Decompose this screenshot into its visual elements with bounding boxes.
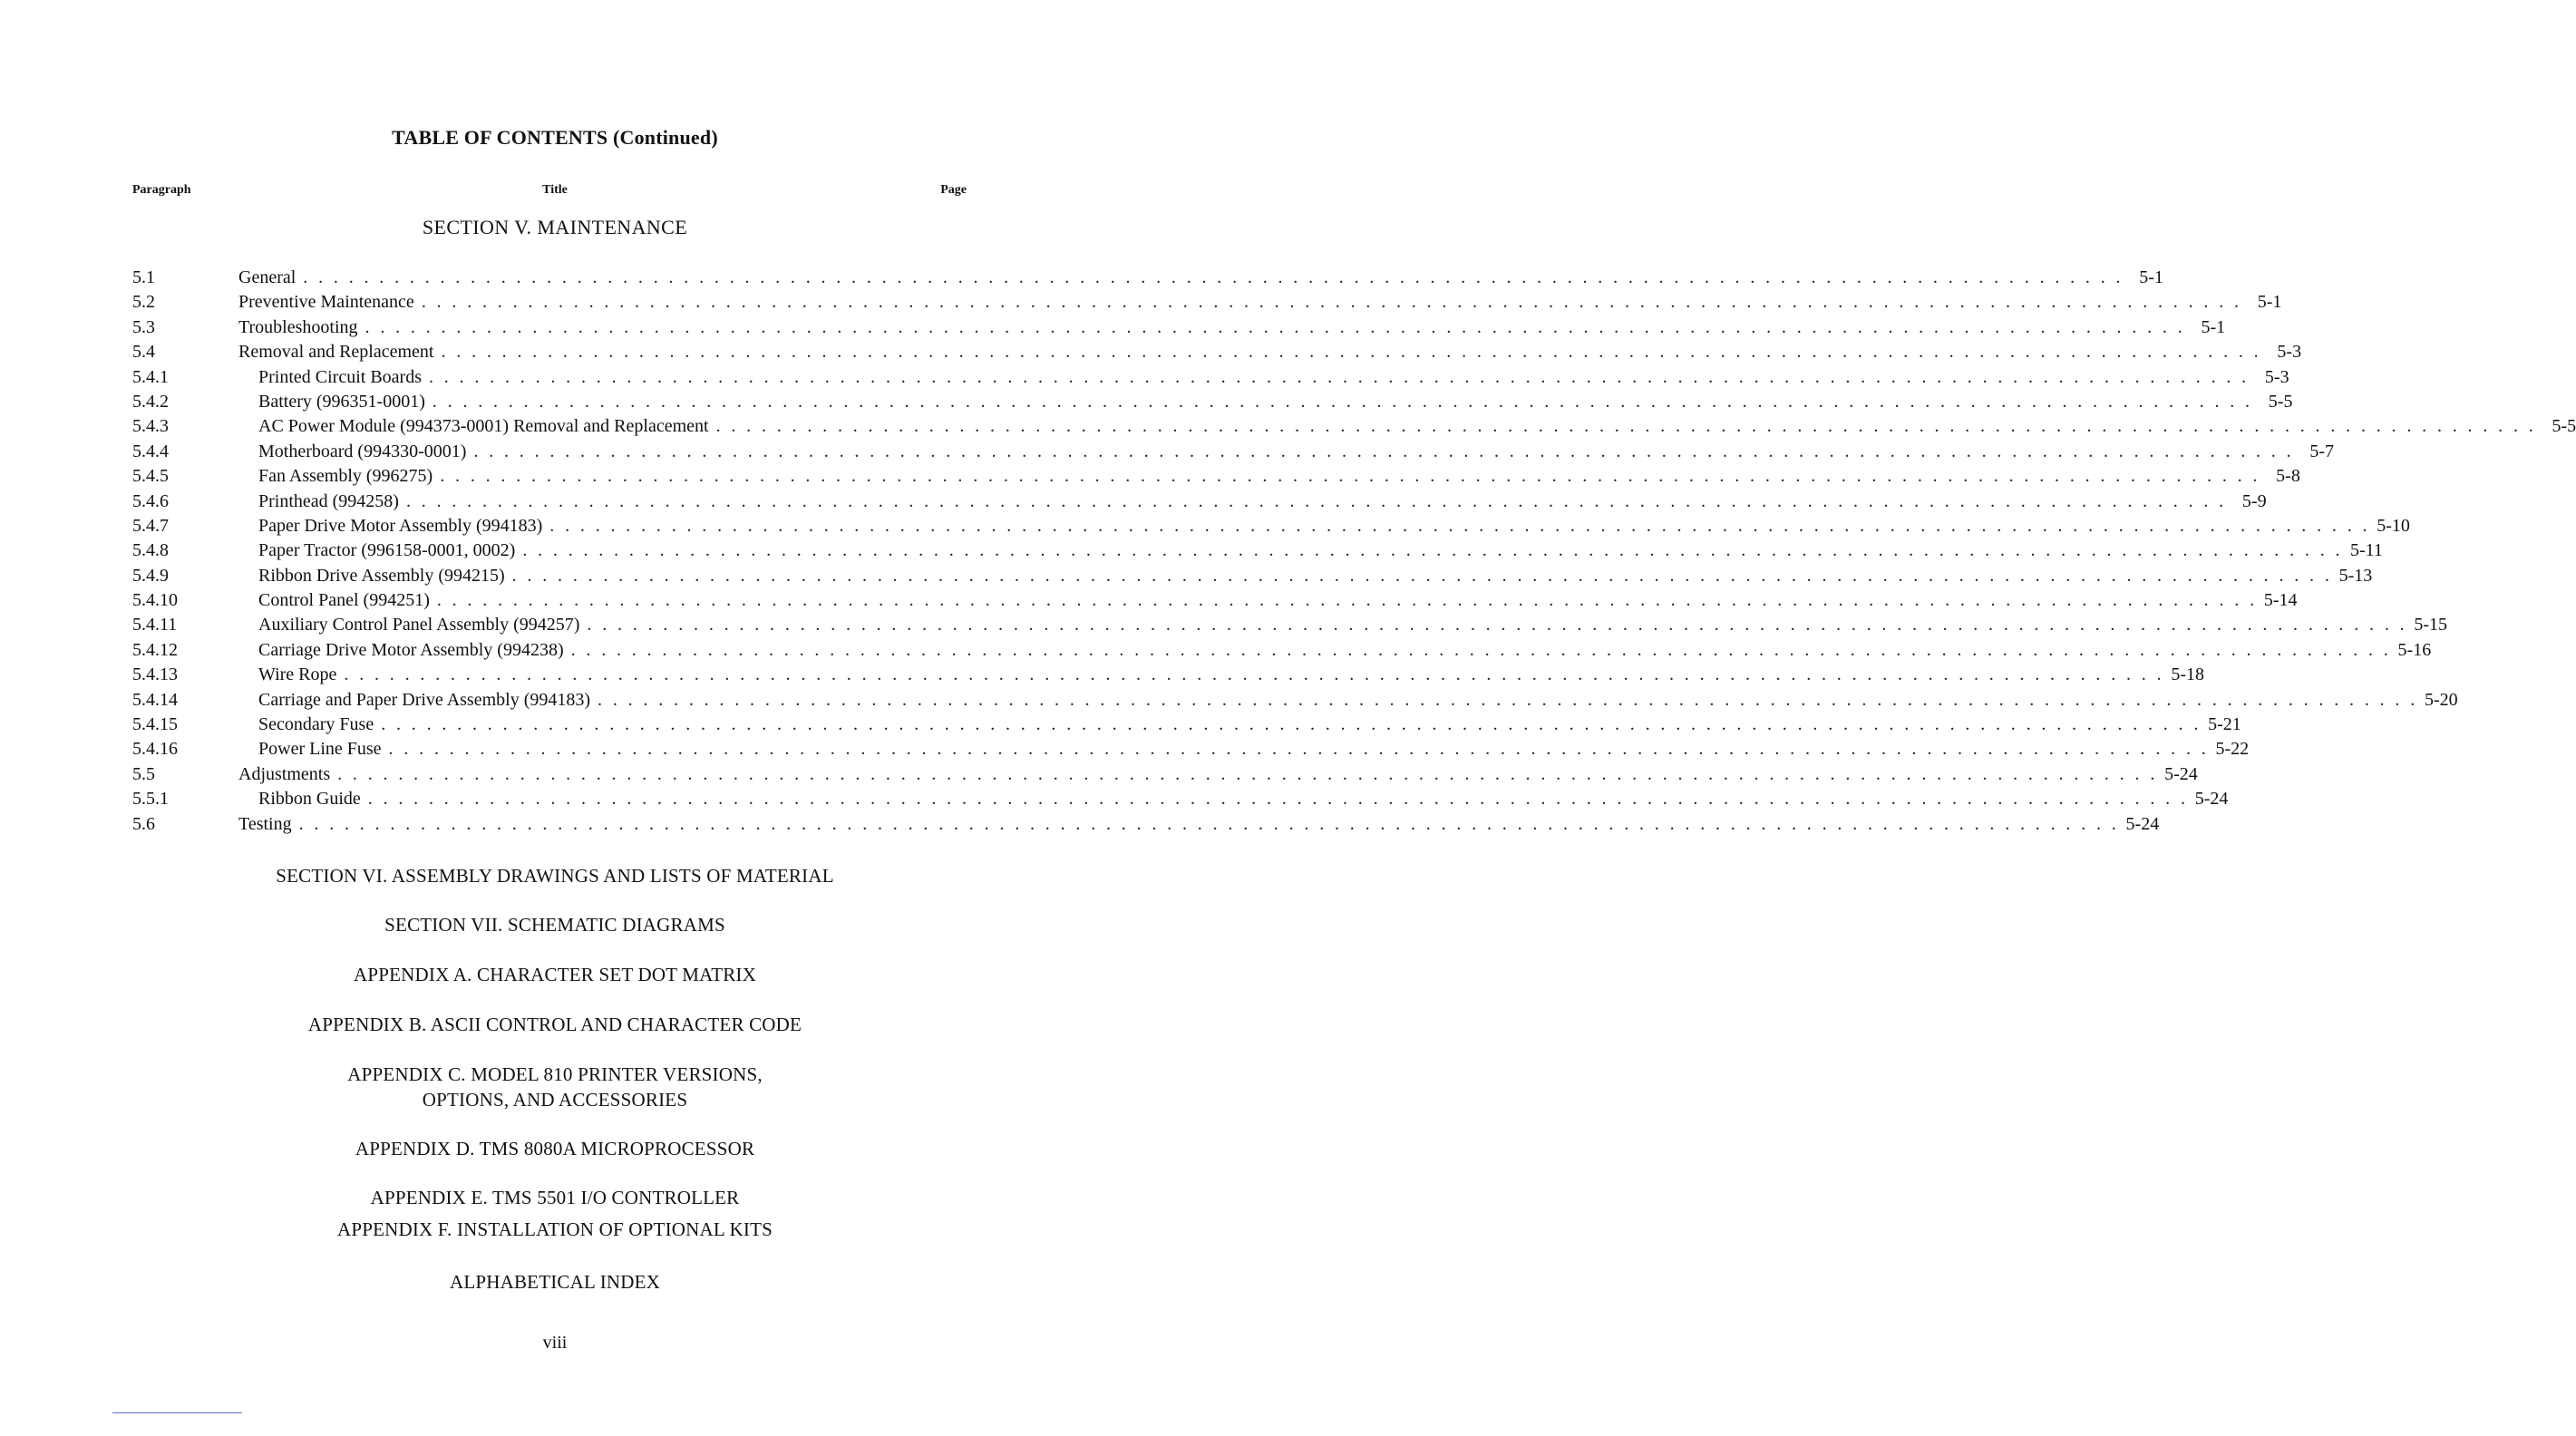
toc-entry-line bbox=[258, 588, 2298, 613]
toc-entry-line bbox=[258, 365, 2289, 390]
toc-entry-line bbox=[258, 538, 2383, 563]
toc-entry-line bbox=[238, 290, 2282, 315]
toc-entry-page: 5-21 bbox=[2208, 714, 2241, 735]
toc-entry-line bbox=[258, 390, 2293, 414]
toc-entry-line bbox=[258, 414, 2576, 439]
toc-dot-leader: . . . . . . . . . . . . . . . . . . . . . . . . . . . . . . . . . . . . . . . . . . . . . . . . . . . . . . . . . . . . . . . . . . . . . . . . . . . . . . . . . . . . . . . . . . . . . . . . . . . . . . . . . . . . . . . . . . . . . . . . bbox=[549, 515, 2370, 536]
toc-entry-title: Wire Rope bbox=[258, 663, 344, 687]
toc-dot-leader: . . . . . . . . . . . . . . . . . . . . . . . . . . . . . . . . . . . . . . . . . . . . . . . . . . . . . . . . . . . . . . . . . . . . . . . . . . . . . . . . . . . . . . . . . . . . . . . . . . . . . . . . . . . . . . . . . . . . . . . . bbox=[432, 391, 2253, 412]
appendix-c-heading-line1: APPENDIX C. MODEL 810 PRINTER VERSIONS, bbox=[347, 1063, 763, 1085]
toc-entry-title: Paper Tractor (996158-0001, 0002) bbox=[258, 538, 522, 563]
toc-entry bbox=[132, 315, 2226, 340]
toc-entry-title: General bbox=[238, 266, 303, 290]
toc-entry-page: 5-3 bbox=[2277, 342, 2302, 363]
column-header-page: Page bbox=[940, 183, 967, 197]
toc-entry-line bbox=[238, 340, 2302, 364]
toc-entry-line bbox=[258, 737, 2250, 762]
appendix-d-heading: APPENDIX D. TMS 8080A MICROPROCESSOR bbox=[355, 1138, 755, 1159]
toc-entry-page: 5-20 bbox=[2424, 689, 2458, 710]
toc-entry-title: Carriage and Paper Drive Assembly (994183) bbox=[258, 688, 598, 713]
footer-rule bbox=[112, 1412, 242, 1413]
toc-entry-number: 5.4.13 bbox=[132, 665, 178, 685]
toc-entry bbox=[132, 538, 2383, 563]
toc-dot-leader: . . . . . . . . . . . . . . . . . . . . . . . . . . . . . . . . . . . . . . . . . . . . . . . . . . . . . . . . . . . . . . . . . . . . . . . . . . . . . . . . . . . . . . . . . . . . . . . . . . . . . . . . . . . . . . . . . . . . . . . . bbox=[441, 342, 2262, 363]
toc-entry bbox=[132, 688, 2458, 713]
toc-entry bbox=[132, 638, 2432, 663]
toc-dot-leader: . . . . . . . . . . . . . . . . . . . . . . . . . . . . . . . . . . . . . . . . . . . . . . . . . . . . . . . . . . . . . . . . . . . . . . . . . . . . . . . . . . . . . . . . . . . . . . . . . . . . . . . . . . . . . . . . . . . . . . . . bbox=[337, 763, 2158, 784]
toc-entry-title: Ribbon Guide bbox=[258, 787, 368, 811]
toc-entry-page: 5-5 bbox=[2268, 391, 2293, 412]
toc-entry-title: Secondary Fuse bbox=[258, 713, 381, 737]
appendix-f-heading: APPENDIX F. INSTALLATION OF OPTIONAL KITS bbox=[336, 1218, 773, 1240]
appendix-c-heading-line2: OPTIONS, AND ACCESSORIES bbox=[422, 1089, 688, 1111]
toc-entry-title: Troubleshooting bbox=[238, 315, 365, 340]
toc-entry-title: Printhead (994258) bbox=[258, 490, 406, 514]
toc-entry-number: 5.4.14 bbox=[132, 689, 178, 710]
toc-entry-page: 5-9 bbox=[2241, 490, 2267, 511]
toc-entry-number: 5.4.4 bbox=[132, 441, 169, 461]
toc-entry-number: 5.5 bbox=[132, 763, 155, 784]
toc-entry bbox=[132, 340, 2302, 364]
toc-entry-page: 5-15 bbox=[2414, 615, 2448, 636]
toc-entry-title: Paper Drive Motor Assembly (994183) bbox=[258, 514, 549, 538]
toc-dot-leader: . . . . . . . . . . . . . . . . . . . . . . . . . . . . . . . . . . . . . . . . . . . . . . . . . . . . . . . . . . . . . . . . . . . . . . . . . . . . . . . . . . . . . . . . . . . . . . . . . . . . . . . . . . . . . . . . . . . . . . . . bbox=[365, 316, 2186, 337]
toc-entry-title: Battery (996351-0001) bbox=[258, 390, 433, 414]
toc-entry-number: 5.4.2 bbox=[132, 391, 169, 412]
section-vi-heading: SECTION VI. ASSEMBLY DRAWINGS AND LISTS OF MATERIAL bbox=[276, 865, 834, 887]
toc-list bbox=[132, 266, 2576, 837]
section-v-heading: SECTION V. MAINTENANCE bbox=[422, 216, 688, 238]
toc-entry-page: 5-1 bbox=[2139, 267, 2163, 287]
toc-entry-title: Removal and Replacement bbox=[238, 340, 441, 364]
toc-entry bbox=[132, 737, 2250, 762]
toc-entry-number: 5.6 bbox=[132, 813, 155, 834]
toc-dot-leader: . . . . . . . . . . . . . . . . . . . . . . . . . . . . . . . . . . . . . . . . . . . . . . . . . . . . . . . . . . . . . . . . . . . . . . . . . . . . . . . . . . . . . . . . . . . . . . . . . . . . . . . . . . . . . . . . . . . . . . . . bbox=[587, 615, 2408, 636]
toc-dot-leader: . . . . . . . . . . . . . . . . . . . . . . . . . . . . . . . . . . . . . . . . . . . . . . . . . . . . . . . . . . . . . . . . . . . . . . . . . . . . . . . . . . . . . . . . . . . . . . . . . . . . . . . . . . . . . . . . . . . . . . . . bbox=[421, 292, 2242, 313]
toc-entry-number: 5.4.16 bbox=[132, 739, 178, 760]
toc-entry-title: Adjustments bbox=[238, 762, 337, 787]
toc-entry bbox=[132, 663, 2204, 687]
toc-entry-number: 5.4.9 bbox=[132, 565, 169, 586]
toc-entry-page: 5-13 bbox=[2338, 565, 2373, 586]
toc-dot-leader: . . . . . . . . . . . . . . . . . . . . . . . . . . . . . . . . . . . . . . . . . . . . . . . . . . . . . . . . . . . . . . . . . . . . . . . . . . . . . . . . . . . . . . . . . . . . . . . . . . . . . . . . . . . . . . . . . . . . . . . . bbox=[511, 565, 2333, 586]
toc-entry bbox=[132, 812, 2160, 837]
toc-entry-line bbox=[258, 490, 2267, 514]
toc-entry-page: 5-1 bbox=[2201, 316, 2226, 337]
toc-entry-page: 5-18 bbox=[2171, 665, 2204, 685]
toc-dot-leader: . . . . . . . . . . . . . . . . . . . . . . . . . . . . . . . . . . . . . . . . . . . . . . . . . . . . . . . . . . . . . . . . . . . . . . . . . . . . . . . . . . . . . . . . . . . . . . . . . . . . . . . . . . . . . . . . . . . . . . . . bbox=[428, 366, 2250, 387]
toc-entry bbox=[132, 290, 2282, 315]
toc-entry-title: Control Panel (994251) bbox=[258, 588, 437, 613]
toc-entry-page: 5-14 bbox=[2263, 590, 2298, 611]
toc-entry-line bbox=[258, 613, 2448, 637]
toc-dot-leader: . . . . . . . . . . . . . . . . . . . . . . . . . . . . . . . . . . . . . . . . . . . . . . . . . . . . . . . . . . . . . . . . . . . . . . . . . . . . . . . . . . . . . . . . . . . . . . . . . . . . . . . . . . . . . . . . . . . . . . . . bbox=[715, 416, 2537, 437]
toc-dot-leader: . . . . . . . . . . . . . . . . . . . . . . . . . . . . . . . . . . . . . . . . . . . . . . . . . . . . . . . . . . . . . . . . . . . . . . . . . . . . . . . . . . . . . . . . . . . . . . . . . . . . . . . . . . . . . . . . . . . . . . . . bbox=[522, 540, 2343, 561]
toc-entry-page: 5-24 bbox=[2194, 789, 2229, 810]
toc-entry-title: Preventive Maintenance bbox=[238, 290, 422, 315]
toc-entry-title: Ribbon Drive Assembly (994215) bbox=[258, 564, 512, 588]
toc-entry bbox=[132, 414, 2576, 439]
toc-dot-leader: . . . . . . . . . . . . . . . . . . . . . . . . . . . . . . . . . . . . . . . . . . . . . . . . . . . . . . . . . . . . . . . . . . . . . . . . . . . . . . . . . . . . . . . . . . . . . . . . . . . . . . . . . . . . . . . . . . . . . . . . bbox=[440, 466, 2260, 487]
toc-entry-page: 5-1 bbox=[2257, 292, 2282, 313]
toc-dot-leader: . . . . . . . . . . . . . . . . . . . . . . . . . . . . . . . . . . . . . . . . . . . . . . . . . . . . . . . . . . . . . . . . . . . . . . . . . . . . . . . . . . . . . . . . . . . . . . . . . . . . . . . . . . . . . . . . . . . . . . . . bbox=[570, 639, 2392, 660]
toc-dot-leader: . . . . . . . . . . . . . . . . . . . . . . . . . . . . . . . . . . . . . . . . . . . . . . . . . . . . . . . . . . . . . . . . . . . . . . . . . . . . . . . . . . . . . . . . . . . . . . . . . . . . . . . . . . . . . . . . . . . . . . . . bbox=[303, 267, 2124, 287]
toc-entry-title: Printed Circuit Boards bbox=[258, 365, 429, 390]
toc-dot-leader: . . . . . . . . . . . . . . . . . . . . . . . . . . . . . . . . . . . . . . . . . . . . . . . . . . . . . . . . . . . . . . . . . . . . . . . . . . . . . . . . . . . . . . . . . . . . . . . . . . . . . . . . . . . . . . . . . . . . . . . . bbox=[436, 590, 2258, 611]
toc-entry bbox=[132, 588, 2298, 613]
toc-entry-page: 5-8 bbox=[2276, 466, 2300, 487]
toc-entry bbox=[132, 514, 2410, 538]
toc-entry-line bbox=[238, 315, 2226, 340]
toc-entry-number: 5.4.8 bbox=[132, 540, 169, 561]
toc-entry-line bbox=[258, 440, 2335, 464]
column-header-paragraph: Paragraph bbox=[132, 183, 191, 197]
toc-entry-number: 5.4.3 bbox=[132, 416, 169, 437]
toc-entry bbox=[132, 365, 2289, 390]
toc-entry-title: Auxiliary Control Panel Assembly (994257) bbox=[258, 613, 587, 637]
alphabetical-index-heading: ALPHABETICAL INDEX bbox=[449, 1271, 661, 1293]
toc-dot-leader: . . . . . . . . . . . . . . . . . . . . . . . . . . . . . . . . . . . . . . . . . . . . . . . . . . . . . . . . . . . . . . . . . . . . . . . . . . . . . . . . . . . . . . . . . . . . . . . . . . . . . . . . . . . . . . . . . . . . . . . . bbox=[367, 789, 2189, 810]
toc-entry-page: 5-22 bbox=[2215, 739, 2250, 760]
toc-entry-line bbox=[238, 762, 2198, 787]
toc-entry-page: 5-3 bbox=[2264, 366, 2289, 387]
toc-entry-line bbox=[258, 464, 2300, 489]
toc-entry-number: 5.4.5 bbox=[132, 466, 169, 487]
toc-entry-page: 5-10 bbox=[2377, 515, 2410, 536]
toc-entry-number: 5.4.10 bbox=[132, 590, 178, 611]
toc-entry bbox=[132, 787, 2229, 811]
toc-entry-number: 5.5.1 bbox=[132, 789, 169, 810]
toc-entry bbox=[132, 266, 2163, 290]
toc-dot-leader: . . . . . . . . . . . . . . . . . . . . . . . . . . . . . . . . . . . . . . . . . . . . . . . . . . . . . . . . . . . . . . . . . . . . . . . . . . . . . . . . . . . . . . . . . . . . . . . . . . . . . . . . . . . . . . . . . . . . . . . . bbox=[473, 441, 2295, 461]
toc-entry-page: 5-24 bbox=[2164, 763, 2198, 784]
toc-dot-leader: . . . . . . . . . . . . . . . . . . . . . . . . . . . . . . . . . . . . . . . . . . . . . . . . . . . . . . . . . . . . . . . . . . . . . . . . . . . . . . . . . . . . . . . . . . . . . . . . . . . . . . . . . . . . . . . . . . . . . . . . bbox=[381, 714, 2202, 735]
toc-entry-line bbox=[238, 812, 2160, 837]
appendix-b-heading: APPENDIX B. ASCII CONTROL AND CHARACTER CODE bbox=[307, 1014, 802, 1035]
toc-entry-line bbox=[258, 514, 2410, 538]
toc-entry bbox=[132, 490, 2267, 514]
toc-entry-page: 5-7 bbox=[2309, 441, 2335, 461]
toc-entry-number: 5.4.15 bbox=[132, 714, 178, 735]
toc-dot-leader: . . . . . . . . . . . . . . . . . . . . . . . . . . . . . . . . . . . . . . . . . . . . . . . . . . . . . . . . . . . . . . . . . . . . . . . . . . . . . . . . . . . . . . . . . . . . . . . . . . . . . . . . . . . . . . . . . . . . . . . . bbox=[598, 689, 2418, 710]
toc-entry bbox=[132, 713, 2241, 737]
toc-entry-page: 5-16 bbox=[2397, 639, 2432, 660]
toc-entry-page: 5-24 bbox=[2125, 813, 2160, 834]
column-header-title: Title bbox=[542, 183, 568, 197]
toc-entry-number: 5.4.11 bbox=[132, 615, 178, 636]
toc-entry-title: Power Line Fuse bbox=[258, 737, 389, 762]
toc-entry-title: Fan Assembly (996275) bbox=[258, 464, 440, 489]
toc-entry-number: 5.2 bbox=[132, 292, 155, 313]
toc-entry-number: 5.3 bbox=[132, 316, 155, 337]
appendix-a-heading: APPENDIX A. CHARACTER SET DOT MATRIX bbox=[354, 964, 756, 985]
toc-entry bbox=[132, 613, 2448, 637]
toc-entry-number: 5.4.12 bbox=[132, 639, 178, 660]
toc-entry-line bbox=[258, 688, 2458, 713]
toc-entry-title: AC Power Module (994373-0001) Removal and Replacement bbox=[258, 414, 716, 439]
toc-entry bbox=[132, 390, 2293, 414]
toc-dot-leader: . . . . . . . . . . . . . . . . . . . . . . . . . . . . . . . . . . . . . . . . . . . . . . . . . . . . . . . . . . . . . . . . . . . . . . . . . . . . . . . . . . . . . . . . . . . . . . . . . . . . . . . . . . . . . . . . . . . . . . . . bbox=[344, 665, 2164, 685]
toc-entry-number: 5.4.7 bbox=[132, 515, 169, 536]
toc-entry bbox=[132, 440, 2335, 464]
toc-entry-title: Motherboard (994330-0001) bbox=[258, 440, 473, 464]
toc-entry-line bbox=[258, 638, 2432, 663]
toc-entry-title: Testing bbox=[238, 812, 299, 837]
toc-entry-page: 5-5 bbox=[2552, 416, 2576, 437]
toc-entry-line bbox=[258, 663, 2204, 687]
toc-entry bbox=[132, 762, 2198, 787]
toc-entry-line bbox=[258, 564, 2373, 588]
appendix-e-heading: APPENDIX E. TMS 5501 I/O CONTROLLER bbox=[370, 1187, 740, 1208]
toc-entry-page: 5-11 bbox=[2350, 540, 2383, 561]
toc-entry-line bbox=[258, 787, 2229, 811]
toc-entry-number: 5.1 bbox=[132, 267, 155, 287]
toc-dot-leader: . . . . . . . . . . . . . . . . . . . . . . . . . . . . . . . . . . . . . . . . . . . . . . . . . . . . . . . . . . . . . . . . . . . . . . . . . . . . . . . . . . . . . . . . . . . . . . . . . . . . . . . . . . . . . . . . . . . . . . . . bbox=[405, 490, 2227, 511]
toc-entry-number: 5.4.6 bbox=[132, 490, 169, 511]
toc-entry-line bbox=[258, 713, 2241, 737]
toc-entry bbox=[132, 564, 2373, 588]
toc-entry-title: Carriage Drive Motor Assembly (994238) bbox=[258, 638, 571, 663]
toc-dot-leader: . . . . . . . . . . . . . . . . . . . . . . . . . . . . . . . . . . . . . . . . . . . . . . . . . . . . . . . . . . . . . . . . . . . . . . . . . . . . . . . . . . . . . . . . . . . . . . . . . . . . . . . . . . . . . . . . . . . . . . . . bbox=[388, 739, 2210, 760]
toc-entry-number: 5.4 bbox=[132, 342, 155, 363]
toc-entry bbox=[132, 464, 2300, 489]
page-title: TABLE OF CONTENTS (Continued) bbox=[392, 126, 718, 149]
toc-entry-number: 5.4.1 bbox=[132, 366, 169, 387]
toc-entry-line bbox=[238, 266, 2163, 290]
page-number: viii bbox=[542, 1333, 568, 1353]
toc-dot-leader: . . . . . . . . . . . . . . . . . . . . . . . . . . . . . . . . . . . . . . . . . . . . . . . . . . . . . . . . . . . . . . . . . . . . . . . . . . . . . . . . . . . . . . . . . . . . . . . . . . . . . . . . . . . . . . . . . . . . . . . . bbox=[298, 813, 2120, 834]
section-vii-heading: SECTION VII. SCHEMATIC DIAGRAMS bbox=[384, 914, 725, 936]
